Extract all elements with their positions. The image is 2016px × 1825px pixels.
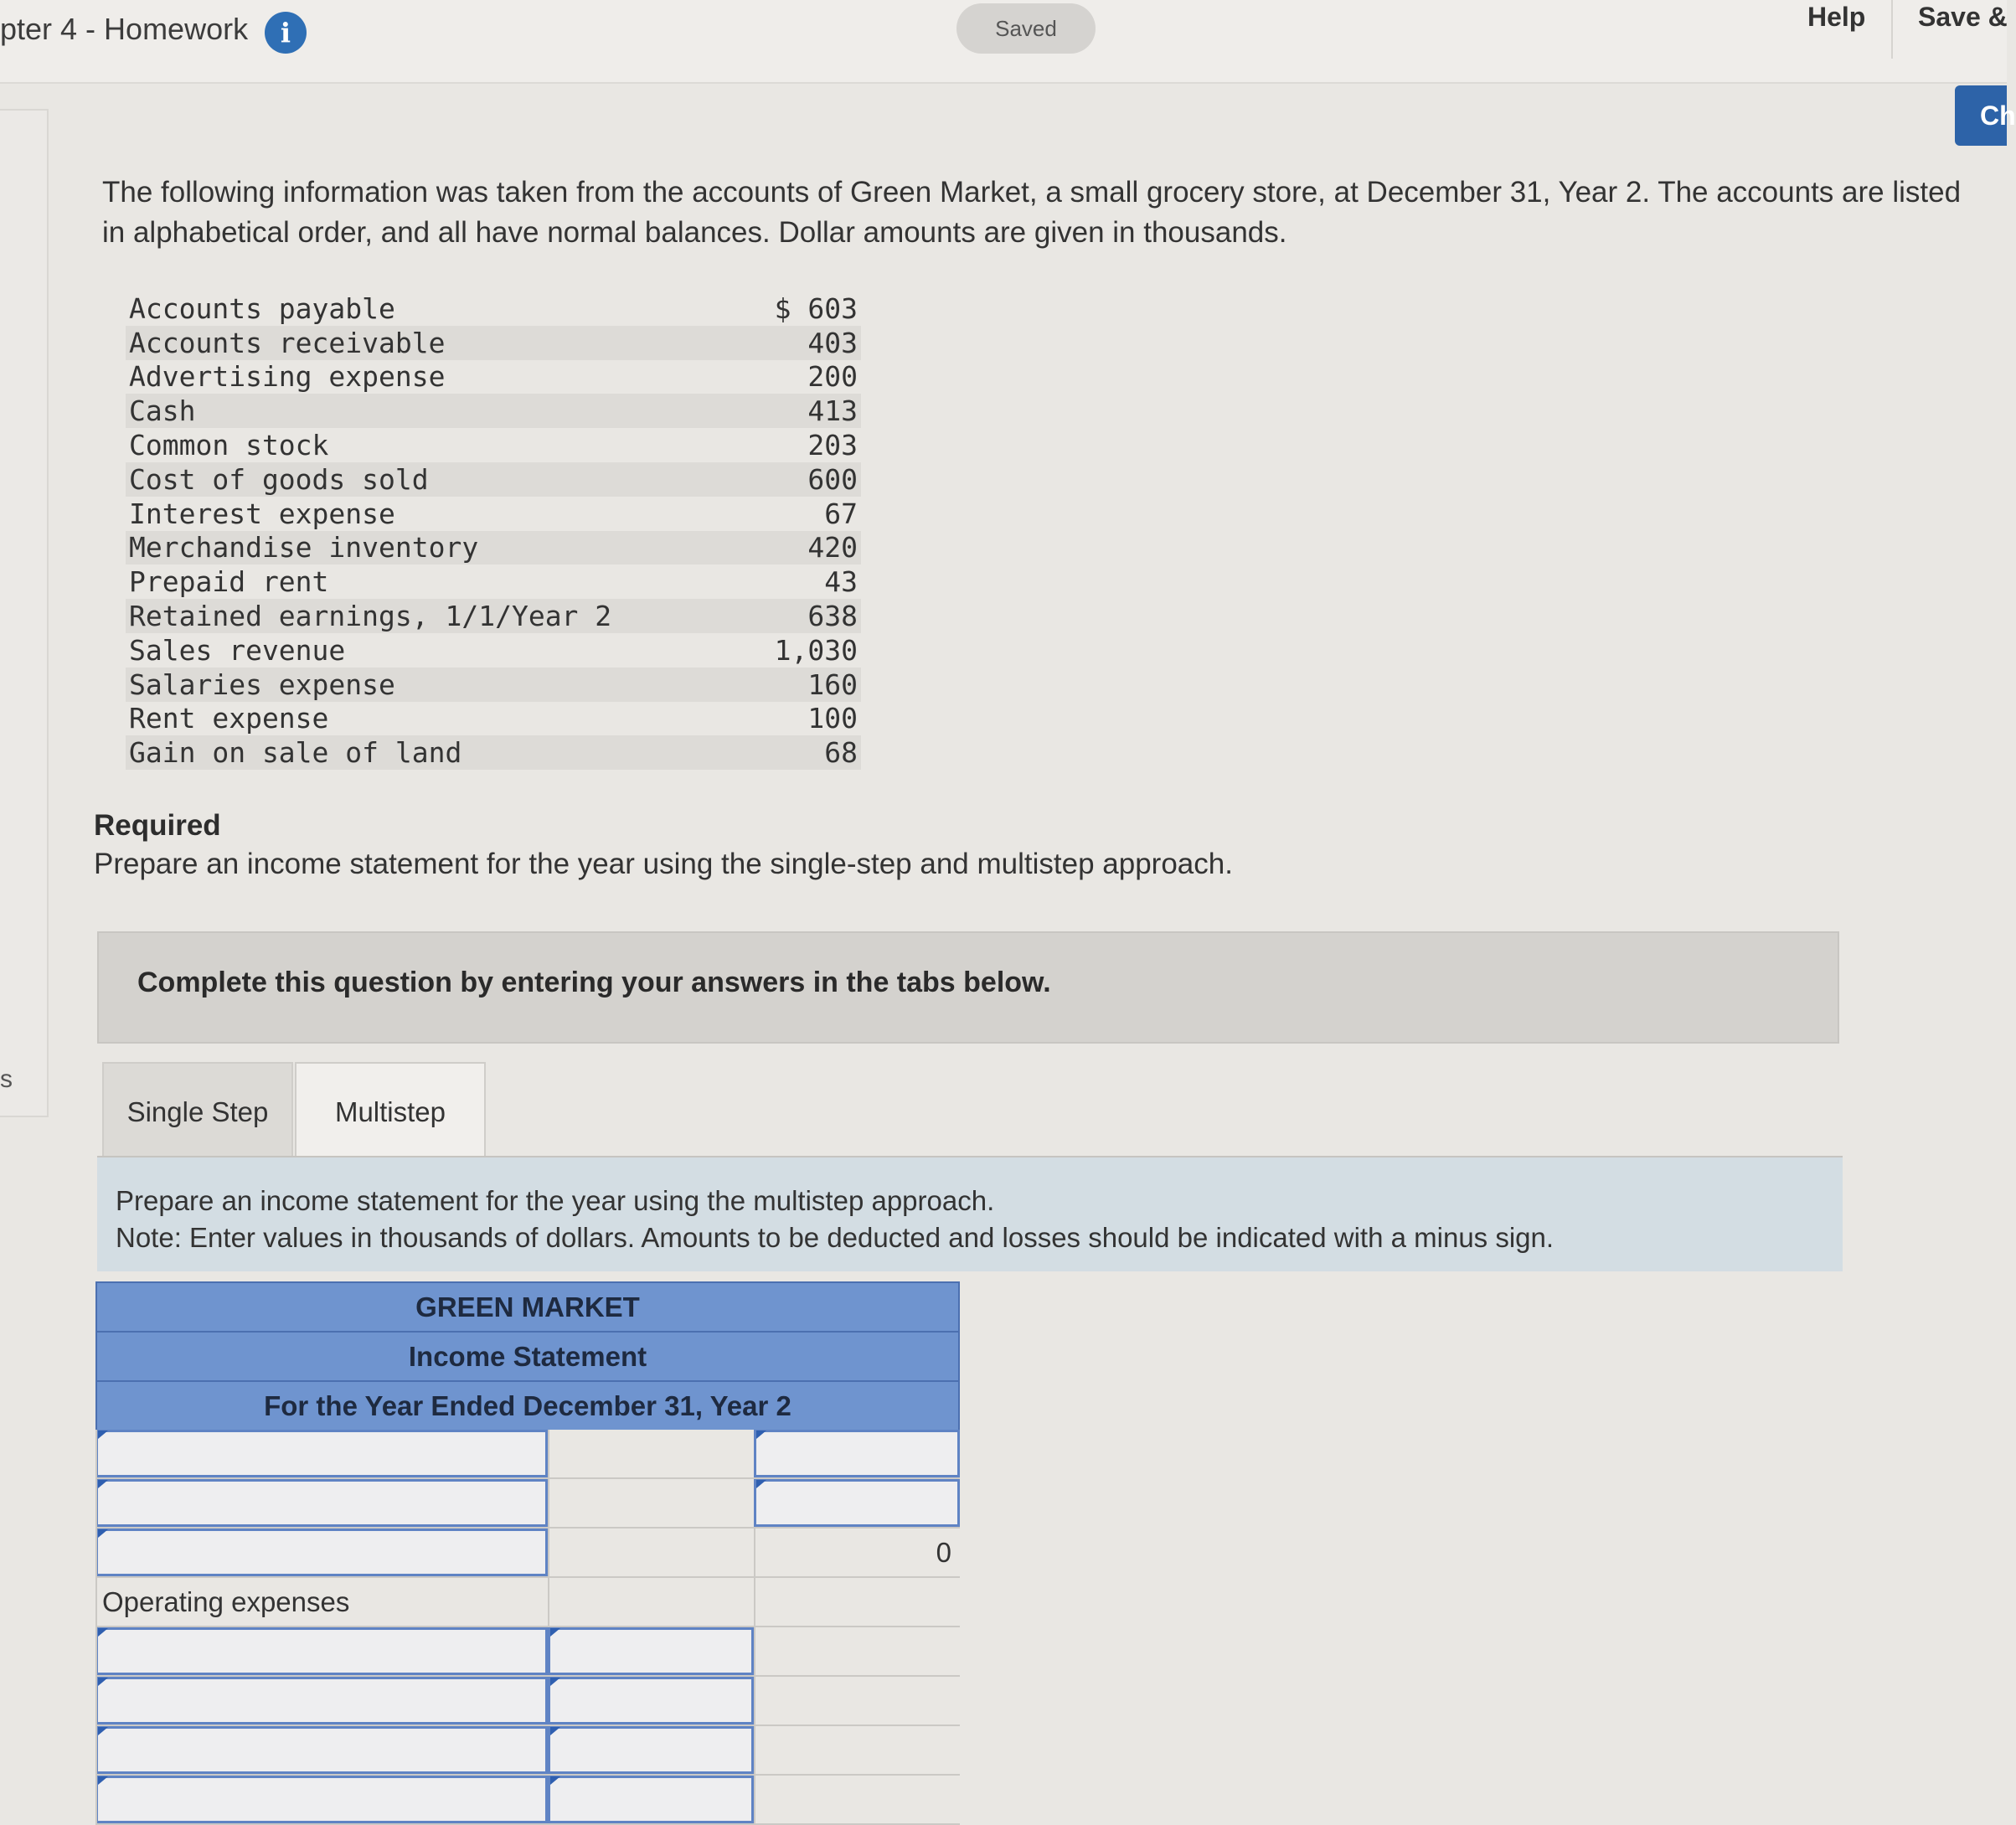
- question-intro: The following information was taken from the accounts of Green Market, a small grocery store, at December 31, Year 2. The accounts are listed in alphabetical order, and all have normal balances. Dollar amounts are given in thousands.: [102, 176, 1962, 249]
- save-exit-button[interactable]: Save &: [1918, 2, 2008, 32]
- table-row: Gain on sale of land 68: [126, 735, 861, 770]
- table-row: Accounts receivable 403: [126, 326, 861, 360]
- table-row: Prepaid rent 43: [129, 565, 858, 599]
- table-row: [95, 1430, 960, 1479]
- amount-cell: [754, 1627, 960, 1675]
- operating-expenses-label: Operating expenses: [102, 1586, 350, 1617]
- amount-cell: [754, 1776, 960, 1823]
- table-row: Cash 413: [126, 394, 861, 428]
- table-row: [95, 1776, 960, 1825]
- table-row: [95, 1677, 960, 1726]
- amount-cell: [754, 1726, 960, 1774]
- required-text: Prepare an income statement for the year using the single-step and multistep approach.: [94, 848, 1233, 880]
- amount-cell: [548, 1578, 754, 1626]
- table-row: Advertising expense 200: [129, 360, 858, 394]
- expense-amount-input[interactable]: [548, 1776, 754, 1823]
- grid-left-border: [95, 1430, 97, 1825]
- expense-amount-input[interactable]: [548, 1677, 754, 1724]
- table-row: Sales revenue 1,030: [129, 633, 858, 667]
- statement-title: Income Statement: [95, 1331, 960, 1380]
- table-row: Accounts payable $ 603: [129, 291, 858, 325]
- statement-period: For the Year Ended December 31, Year 2: [95, 1380, 960, 1430]
- table-row: [95, 1578, 960, 1627]
- top-bar: [0, 0, 2007, 84]
- table-row: [95, 1529, 960, 1578]
- amount-cell: [754, 1578, 960, 1626]
- help-button[interactable]: Help: [1807, 2, 1866, 32]
- line-item-label-input[interactable]: [95, 1726, 548, 1774]
- table-row: Rent expense 100: [129, 702, 858, 735]
- saved-status-badge: Saved: [956, 3, 1096, 54]
- tab-single-step[interactable]: Single Step: [102, 1062, 293, 1159]
- tab-multistep[interactable]: Multistep: [295, 1062, 486, 1163]
- table-row: [95, 1726, 960, 1776]
- instructions-line: Prepare an income statement for the year using the multistep approach.: [116, 1185, 995, 1216]
- question-nav-panel[interactable]: [0, 109, 49, 1117]
- statement-company: GREEN MARKET: [95, 1281, 960, 1331]
- total-amount-input[interactable]: [754, 1479, 960, 1527]
- required-heading: Required: [94, 809, 221, 842]
- table-row: Merchandise inventory 420: [126, 531, 861, 565]
- complete-banner: [97, 931, 1839, 1044]
- table-row: Retained earnings, 1/1/Year 2 638: [126, 599, 861, 633]
- instructions-note: Note: Enter values in thousands of dollars. Amounts to be deducted and losses should be indicated with a minus sign.: [116, 1222, 1555, 1253]
- amount-cell: [754, 1677, 960, 1724]
- instructions-panel: [97, 1157, 1843, 1271]
- table-row: Salaries expense 160: [126, 668, 861, 702]
- divider: [1891, 0, 1893, 59]
- expense-amount-input[interactable]: [548, 1726, 754, 1774]
- expense-amount-input[interactable]: [548, 1627, 754, 1675]
- line-item-label-input[interactable]: [95, 1677, 548, 1724]
- check-my-work-button[interactable]: Ch: [1955, 85, 2007, 146]
- table-row: [95, 1479, 960, 1529]
- complete-banner-text: Complete this question by entering your answers in the tabs below.: [137, 967, 1051, 998]
- line-item-label-input[interactable]: [95, 1529, 548, 1576]
- assignment-title: pter 4 - Homework: [0, 12, 249, 46]
- line-item-label-input[interactable]: [95, 1430, 548, 1477]
- line-item-label-input[interactable]: [95, 1479, 548, 1527]
- table-row: Cost of goods sold 600: [126, 462, 861, 497]
- statement-grid: [95, 1430, 960, 1825]
- table-row: Interest expense 67: [129, 497, 858, 530]
- table-row: [95, 1627, 960, 1677]
- amount-cell: [548, 1430, 754, 1477]
- amount-cell: [548, 1479, 754, 1527]
- info-icon[interactable]: i: [265, 12, 307, 54]
- amount-cell: [548, 1529, 754, 1576]
- computed-total: 0: [754, 1529, 960, 1576]
- income-statement: [95, 1281, 960, 1825]
- total-amount-input[interactable]: [754, 1430, 960, 1477]
- line-item-label-input[interactable]: [95, 1776, 548, 1823]
- nav-label-fragment: s: [0, 1065, 13, 1093]
- line-item-label-input[interactable]: [95, 1627, 548, 1675]
- accounts-table: [126, 291, 861, 770]
- table-row: Common stock 203: [129, 429, 858, 462]
